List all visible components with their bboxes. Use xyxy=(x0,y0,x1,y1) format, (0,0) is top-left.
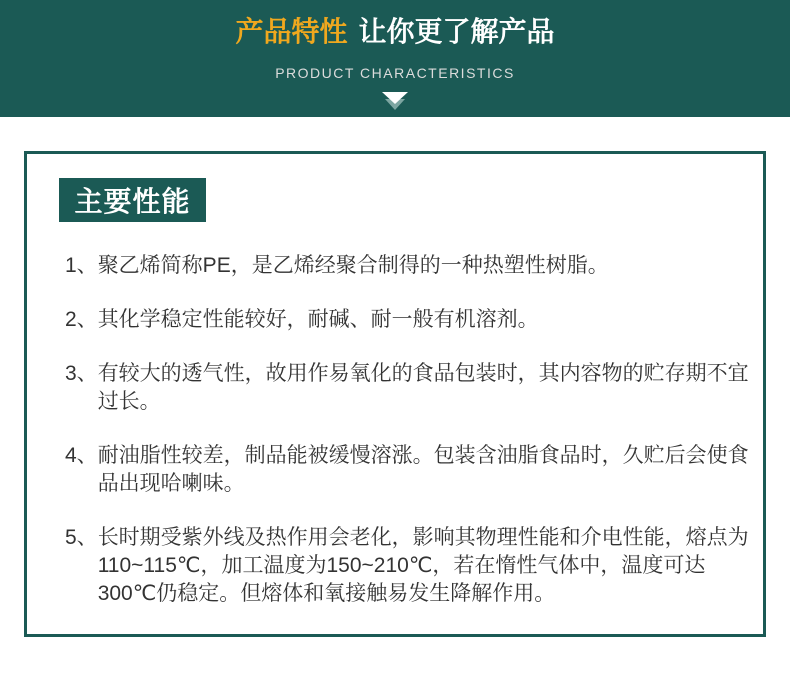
item-text: 聚乙烯简称PE，是乙烯经聚合制得的一种热塑性树脂。 xyxy=(97,254,609,277)
section-badge: 主要性能 xyxy=(59,178,206,222)
header-band xyxy=(0,0,790,117)
chevron-front xyxy=(382,92,408,104)
title-highlight: 产品特性 xyxy=(235,16,348,47)
item-number: 1、 xyxy=(65,254,98,277)
title-rest: 让你更了解产品 xyxy=(358,16,555,47)
subtitle: PRODUCT CHARACTERISTICS xyxy=(275,65,515,81)
item-number: 3、 xyxy=(65,362,98,385)
item-number: 4、 xyxy=(65,444,98,467)
item-text: 有较大的透气性，故用作易氧化的食品包装时，其内容物的贮存期不宜过长。 xyxy=(97,362,749,413)
item-number: 5、 xyxy=(65,526,98,549)
feature-list xyxy=(65,252,753,634)
list-item xyxy=(65,360,753,416)
list-item xyxy=(65,524,753,608)
list-item xyxy=(65,442,753,498)
chevron-down-icon xyxy=(381,92,409,112)
content-card xyxy=(24,151,766,637)
item-number: 2、 xyxy=(65,308,98,331)
item-text: 其化学稳定性能较好，耐碱、耐一般有机溶剂。 xyxy=(97,308,539,331)
list-item xyxy=(65,306,753,334)
page-title xyxy=(235,14,554,50)
item-text: 长时期受紫外线及热作用会老化，影响其物理性能和介电性能，熔点为110~115℃，加工温度为150~210℃，若在惰性气体中，温度可达300℃仍稳定。但熔体和氧接触易发生降解作用。 xyxy=(97,526,749,605)
list-item xyxy=(65,252,753,280)
item-text: 耐油脂性较差，制品能被缓慢溶涨。包装含油脂食品时，久贮后会使食品出现哈喇味。 xyxy=(97,444,749,495)
